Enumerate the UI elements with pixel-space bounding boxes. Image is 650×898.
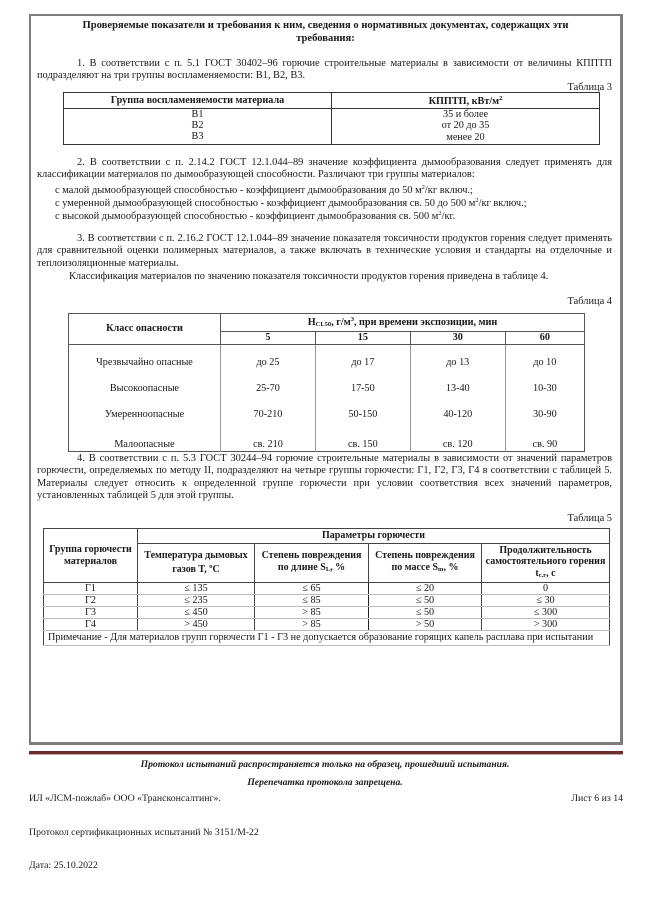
footer-notice-reprint: Перепечатка протокола запрещена.	[247, 777, 403, 788]
section-4-text: 4. В соответствии с п. 5.3 ГОСТ 30244–94 горючие строительные материалы в зависимости от значений параметров горючести, определяемых по методу II, подразделяют на четыре группы горючести: Г1, Г2, Г3, Г4 в соответствии с таблицей 5. Материалы следует относить к определенной группе горючести при условии соответствия всех значений параметров, установленных таблицей 5 для этой группы.	[37, 453, 612, 502]
table-row: Высокоопасные 25-70 17-50 13-40 10-30	[69, 376, 585, 402]
table-5-header-burn-duration: Продолжительность самостоятельного горения $t_{с.г}$, с	[482, 543, 610, 583]
table-5-caption: Таблица 5	[567, 513, 612, 524]
table-row: Г1 ≤ 135 ≤ 65 ≤ 20 0	[44, 583, 610, 595]
footer-protocol-number: Протокол сертификационных испытаний № 3151/М-22	[29, 827, 259, 838]
smoke-item-low: с малой дымообразующей способностью - коэффициент дымообразования до 50 $м^2/кг$ включ.;	[55, 184, 473, 196]
table-4-header-class: Класс опасности	[69, 314, 221, 345]
footer-sheet-number: Лист 6 из 14	[571, 793, 623, 804]
table-5-note: Примечание - Для материалов групп горючести Г1 - Г3 не допускается образование горящих капель расплава при испытании	[44, 631, 610, 646]
section-2-text: 2. В соответствии с п. 2.14.2 ГОСТ 12.1.044–89 значение коэффициента дымообразования следует применять для классификации материалов по дымообразующей способности. Различают три группы материалов:	[37, 157, 612, 181]
footer-notice-sample: Протокол испытаний распространяется только на образец, прошедший испытания.	[140, 759, 510, 770]
table-4	[68, 313, 585, 452]
table-4-caption: Таблица 4	[567, 296, 612, 307]
table-4-time-5: 5	[221, 332, 316, 345]
table-5-header-damage-length: Степень повреждения по длине $S_L$, %	[255, 543, 369, 583]
table-5-header-params: Параметры горючести	[138, 529, 610, 544]
table-5-header-damage-mass: Степень повреждения по массе $S_m$, %	[369, 543, 482, 583]
smoke-item-high: с высокой дымообразующей способностью - коэффициент дымообразования св. 500 $м^2/кг$.	[55, 210, 456, 222]
table-4-time-30: 30	[410, 332, 505, 345]
table-4-time-15: 15	[315, 332, 410, 345]
footer-date: Дата: 25.10.2022	[29, 860, 98, 871]
table-row: Малоопасные св. 210 св. 150 св. 120 св. 90	[69, 428, 585, 452]
table-5	[43, 528, 610, 646]
table-3-caption: Таблица 3	[567, 82, 612, 93]
table-3	[63, 92, 600, 145]
table-row: В1 35 и более	[64, 109, 600, 121]
section-3-text-2: Классификация материалов по значению показателя токсичности продуктов горения приведена в таблице 4.	[69, 271, 549, 282]
section-3-text: 3. В соответствии с п. 2.16.2 ГОСТ 12.1.044–89 значение показателя токсичности продуктов горения следует применять для сравнительной оценки полимерных материалов, а также включать в технические условия и стандарты на отделочные и теплоизоляционные материалы.	[37, 233, 612, 269]
table-5-header-temperature: Температура дымовых газов T, $^o$C	[138, 543, 255, 583]
table-row: Г4 > 450 > 85 > 50 > 300	[44, 619, 610, 631]
table-row: Г3 ≤ 450 > 85 ≤ 50 ≤ 300	[44, 607, 610, 619]
section-1-text: 1. В соответствии с п. 5.1 ГОСТ 30402–96 горючие строительные материалы в зависимости от величины КППТП подразделяют на три группы воспламеняемости: В1, В2, В3.	[37, 58, 612, 82]
table-row: Чрезвычайно опасные до 25 до 17 до 13 до 10	[69, 345, 585, 376]
content-frame	[29, 14, 623, 745]
table-3-header-group: Группа воспламеняемости материала	[64, 93, 332, 109]
table-4-time-60: 60	[505, 332, 584, 345]
table-row: Умеренноопасные 70-210 50-150 40-120 30-90	[69, 402, 585, 428]
page-heading: Проверяемые показатели и требования к ним, сведения о нормативных документах, содержащих эти требования:	[82, 20, 569, 44]
footer-divider-shadow	[29, 754, 623, 755]
table-5-header-group: Группа горючести материалов	[44, 529, 138, 583]
table-row: Г2 ≤ 235 ≤ 85 ≤ 50 ≤ 30	[44, 595, 610, 607]
footer-lab-name: ИЛ «ЛСМ-пожлаб» ООО «Трансконсалтинг».	[29, 793, 221, 804]
smoke-item-moderate: с умеренной дымообразующей способностью - коэффициент дымообразования св. 50 до 500 $м^2/кг$ включ.;	[55, 197, 527, 209]
table-3-header-kpptp: КППТП, кВт/$м^2$	[332, 93, 600, 109]
table-row: В2 от 20 до 35	[64, 120, 600, 131]
table-row: В3 менее 20	[64, 131, 600, 144]
table-4-header-group: $H_{CL50}$, $г/м^3$, при времени экспозиции, мин	[221, 314, 585, 332]
